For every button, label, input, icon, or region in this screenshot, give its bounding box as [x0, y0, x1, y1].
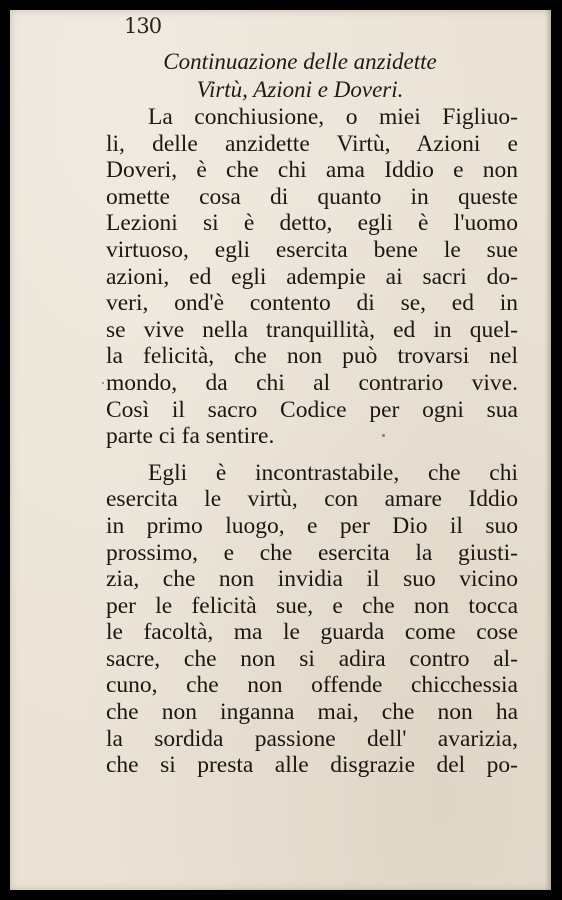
heading-line: Virtù, Azioni e Doveri. — [196, 77, 404, 102]
paper-speck — [382, 434, 385, 437]
text-line: Doveri, è che chi ama Iddio e non — [106, 157, 518, 184]
text-line: la sordida passione dell' avarizia, — [106, 725, 518, 752]
text-line: esercita le virtù, con amare Iddio — [106, 486, 518, 513]
page-number: 130 — [124, 14, 162, 38]
text-line: se vive nella tranquillità, ed in quel- — [106, 316, 518, 343]
text-line: virtuoso, egli esercita bene le sue — [106, 236, 518, 263]
text-line: La conchiusione, o miei Figliuo- — [148, 104, 518, 130]
text-line: veri, ond'è contento di se, ed in — [106, 290, 518, 317]
page-edge-shadow — [545, 10, 551, 890]
heading-line: Continuazione delle anzidette — [163, 49, 437, 74]
text-line: omette cosa di quanto in queste — [106, 183, 518, 210]
text-line: che non inganna mai, che non ha — [106, 699, 518, 726]
text-line: che si presta alle disgrazie del po- — [106, 752, 518, 779]
book-page — [10, 10, 551, 890]
paragraph-2 — [106, 460, 518, 779]
text-line: prossimo, e che esercita la giusti- — [106, 539, 518, 566]
text-line: azioni, ed egli adempie ai sacri do- — [106, 263, 518, 290]
text-line: Egli è incontrastabile, che chi — [148, 459, 518, 486]
text-line: zia, che non invidia il suo vicino — [106, 566, 518, 593]
text-line: le facoltà, ma le guarda come cose — [106, 619, 518, 646]
paragraph-gap — [106, 450, 518, 460]
text-line: Lezioni si è detto, egli è l'uomo — [106, 210, 518, 237]
paragraph-1 — [106, 104, 518, 450]
text-line: sacre, che non si adira contro al- — [106, 645, 518, 672]
paper-speck — [102, 382, 104, 384]
text-line: in primo luogo, e per Dio il suo — [106, 512, 518, 539]
text-line: li, delle anzidette Virtù, Azioni e — [106, 130, 518, 157]
text-line: cuno, che non offende chicchessia — [106, 672, 518, 699]
text-line: mondo, da chi al contrario vive. — [106, 369, 518, 396]
text-line: la felicità, che non può trovarsi nel — [106, 343, 518, 370]
text-line: per le felicità sue, e che non tocca — [106, 592, 518, 619]
text-line: Così il sacro Codice per ogni sua — [106, 396, 518, 423]
body-text — [106, 104, 518, 779]
text-line: parte ci fa sentire. — [106, 423, 275, 450]
section-heading — [100, 48, 500, 104]
